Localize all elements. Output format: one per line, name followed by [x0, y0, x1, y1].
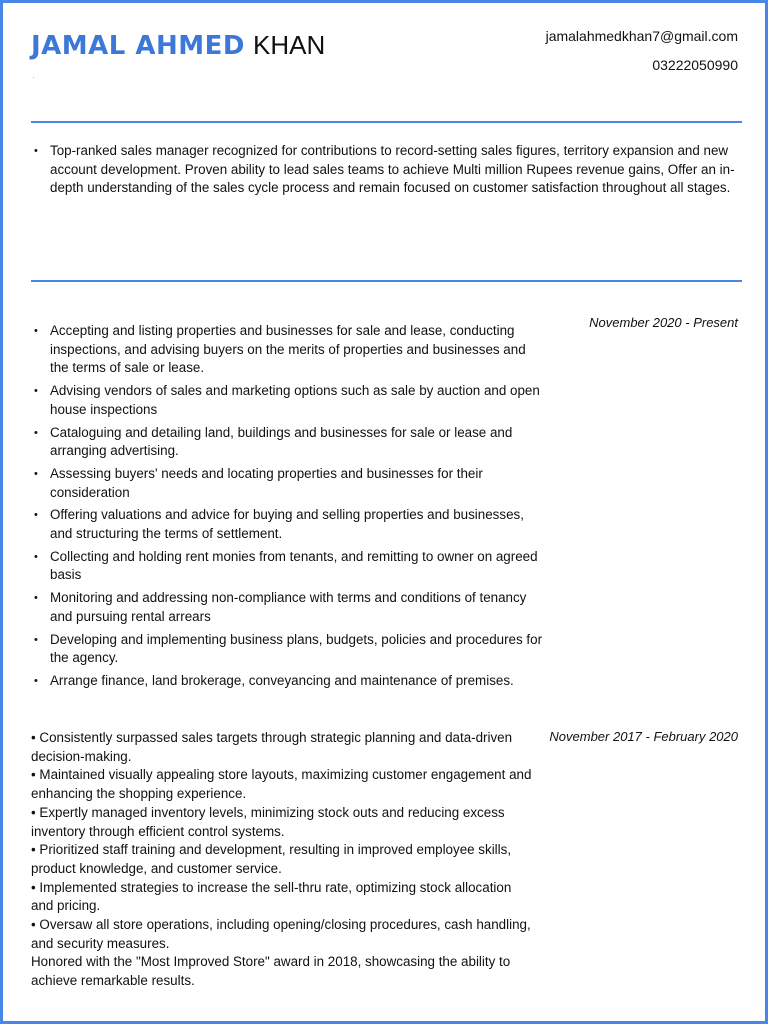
achievement-line: • Oversaw all store operations, including opening/closing procedures, cash handling, and security measures. — [31, 917, 531, 951]
job-duty-item: • Assessing buyers' needs and locating properties and businesses for their consideration — [31, 465, 545, 502]
job-duty-item: • Cataloguing and detailing land, buildings and businesses for sale or lease and arranging advertising. — [31, 424, 545, 461]
job-duty-item: • Developing and implementing business plans, budgets, policies and procedures for the agency. — [31, 631, 545, 668]
achievement-line: • Implemented strategies to increase the sell-thru rate, optimizing stock allocation and pricing. — [31, 879, 512, 914]
job-achievements — [31, 729, 537, 991]
last-name: KHAN — [253, 30, 326, 60]
contact-info — [546, 27, 738, 85]
job-duty-item: • Advising vendors of sales and marketing options such as sale by auction and open house inspections — [31, 382, 545, 419]
job-duties-list — [31, 322, 545, 695]
achievement-line: • Consistently surpassed sales targets through strategic planning and data-driven decision-making. — [31, 730, 513, 764]
divider-top — [31, 121, 742, 123]
job-date: November 2017 - February 2020 — [549, 729, 738, 744]
phone-number: 03222050990 — [652, 57, 738, 73]
achievement-line: • Expertly managed inventory levels, minimizing stock outs and reducing excess inventory through efficient control systems. — [31, 804, 505, 839]
achievement-line: • Maintained visually appealing store layouts, maximizing customer engagement and enhancing the shopping experience. — [31, 767, 532, 802]
email-address[interactable]: jamalahmedkhan7@gmail.com — [545, 28, 738, 44]
first-name: JAMAL AHMED — [31, 31, 246, 61]
job-duty-item: • Collecting and holding rent monies from tenants, and remitting to owner on agreed basis — [31, 548, 545, 585]
summary-item: • Top-ranked sales manager recognized for contributions to record-setting sales figures, territory expansion and new account development. Proven ability to lead sales teams to achieve Multi million Rupees revenue gains, Offer an in-depth understanding of the sales cycle process and remain focused on customer satisfaction throughout all stages. — [31, 142, 756, 198]
job-duty-item: • Arrange finance, land brokerage, conveyancing and maintenance of premises. — [31, 672, 545, 691]
candidate-name — [31, 29, 325, 62]
stray-mark — [33, 77, 34, 78]
achievement-line: Honored with the "Most Improved Store" award in 2018, showcasing the ability to achieve remarkable results. — [31, 954, 511, 989]
job-duty-item: • Offering valuations and advice for buying and selling properties and businesses, and structuring the terms of settlement. — [31, 506, 545, 543]
job-date: November 2020 - Present — [589, 315, 738, 330]
divider-experience — [31, 280, 742, 282]
achievement-line: • Prioritized staff training and development, resulting in improved employee skills, product knowledge, and customer service. — [31, 842, 512, 876]
summary-list — [31, 142, 756, 198]
job-duty-item: • Monitoring and addressing non-compliance with terms and conditions of tenancy and pursuing rental arrears — [31, 589, 545, 626]
job-duty-item: • Accepting and listing properties and businesses for sale and lease, conducting inspections, and advising buyers on the merits of properties and businesses and the terms of sale or lease. — [31, 322, 545, 378]
